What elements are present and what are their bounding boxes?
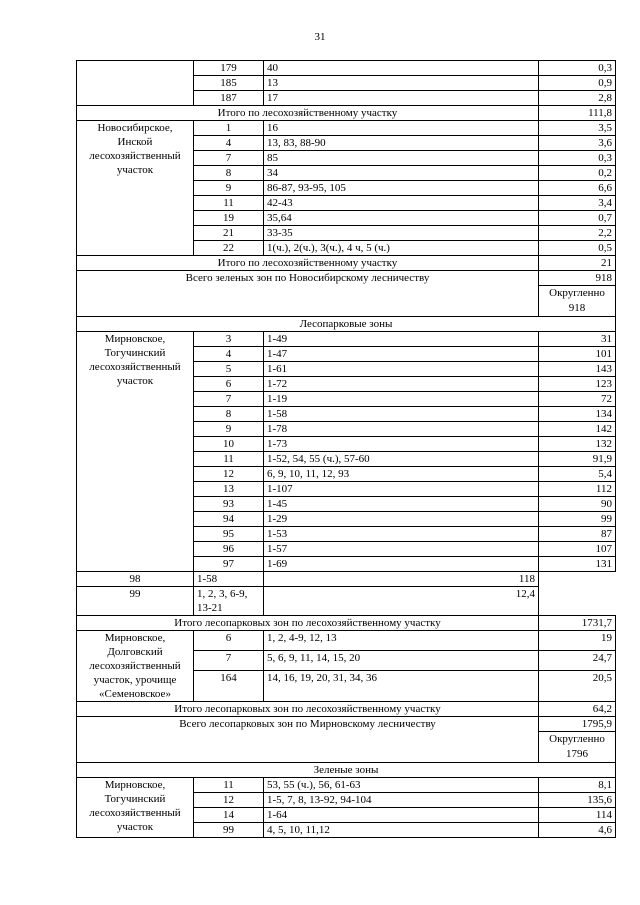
quarter-cell: 164 (194, 671, 264, 702)
quarter-cell: 187 (194, 91, 264, 106)
section-row (77, 763, 616, 778)
area-cell: 118 (264, 572, 539, 587)
quarter-cell: 99 (194, 823, 264, 838)
plots-cell: 33-35 (264, 226, 539, 241)
quarter-cell: 96 (194, 542, 264, 557)
area-cell: 142 (539, 422, 616, 437)
plots-cell: 14, 16, 19, 20, 31, 34, 36 (264, 671, 539, 702)
quarter-cell: 179 (194, 61, 264, 76)
subtotal-value: 1795,9 (539, 717, 616, 732)
area-cell: 91,9 (539, 452, 616, 467)
plots-cell: 1-5, 7, 8, 13-92, 94-104 (264, 793, 539, 808)
subtotal-row (77, 616, 616, 631)
plots-cell: 42-43 (264, 196, 539, 211)
quarter-cell: 12 (194, 467, 264, 482)
plots-cell: 1-47 (264, 347, 539, 362)
plots-cell: 17 (264, 91, 539, 106)
area-cell: 4,6 (539, 823, 616, 838)
area-cell: 0,9 (539, 76, 616, 91)
area-cell: 87 (539, 527, 616, 542)
quarter-cell: 98 (77, 572, 194, 587)
quarter-cell: 5 (194, 362, 264, 377)
area-cell: 0,3 (539, 61, 616, 76)
subtotal-label: Итого лесопарковых зон по лесохозяйственному участку (77, 702, 539, 717)
plots-cell: 6, 9, 10, 11, 12, 93 (264, 467, 539, 482)
table-row (77, 587, 616, 616)
plots-cell: 1-58 (194, 572, 264, 587)
quarter-cell: 7 (194, 651, 264, 671)
quarter-cell: 13 (194, 482, 264, 497)
subtotal-row (77, 702, 616, 717)
location-cell: Мирновское, Тогучинский лесохозяйственный участок (77, 332, 194, 572)
subtotal-value: 1731,7 (539, 616, 616, 631)
subtotal-row (77, 256, 616, 271)
quarter-cell: 185 (194, 76, 264, 91)
subtotal-label: Итого лесопарковых зон по лесохозяйственному участку (77, 616, 539, 631)
rounded-total: Округленно 1796 (539, 732, 616, 763)
plots-cell: 16 (264, 121, 539, 136)
area-cell: 143 (539, 362, 616, 377)
quarter-cell: 6 (194, 631, 264, 651)
plots-cell: 1-64 (264, 808, 539, 823)
quarter-cell: 3 (194, 332, 264, 347)
area-cell: 99 (539, 512, 616, 527)
area-cell: 107 (539, 542, 616, 557)
table-row (77, 121, 616, 136)
quarter-cell: 95 (194, 527, 264, 542)
quarter-cell: 11 (194, 196, 264, 211)
location-cell: Мирновское, Тогучинский лесохозяйственный участок (77, 778, 194, 838)
plots-cell: 1-45 (264, 497, 539, 512)
table-row (77, 61, 616, 76)
quarter-cell: 99 (77, 587, 194, 616)
area-cell: 101 (539, 347, 616, 362)
forest-zones-table (76, 60, 616, 838)
area-cell: 72 (539, 392, 616, 407)
plots-cell: 1-61 (264, 362, 539, 377)
plots-cell: 86-87, 93-95, 105 (264, 181, 539, 196)
area-cell: 135,6 (539, 793, 616, 808)
subtotal-row (77, 106, 616, 121)
area-cell: 12,4 (264, 587, 539, 616)
area-cell: 3,5 (539, 121, 616, 136)
section-heading: Лесопарковые зоны (77, 317, 616, 332)
plots-cell: 1-53 (264, 527, 539, 542)
section-row (77, 317, 616, 332)
table-row (77, 631, 616, 651)
quarter-cell: 7 (194, 151, 264, 166)
subtotal-label: Итого по лесохозяйственному участку (77, 106, 539, 121)
plots-cell: 1-49 (264, 332, 539, 347)
plots-cell: 1(ч.), 2(ч.), 3(ч.), 4 ч, 5 (ч.) (264, 241, 539, 256)
area-cell: 3,6 (539, 136, 616, 151)
quarter-cell: 22 (194, 241, 264, 256)
subtotal-row (77, 717, 616, 732)
plots-cell: 53, 55 (ч.), 56, 61-63 (264, 778, 539, 793)
quarter-cell: 9 (194, 181, 264, 196)
plots-cell: 1, 2, 3, 6-9, 13-21 (194, 587, 264, 616)
subtotal-value: 918 (539, 271, 616, 286)
quarter-cell: 1 (194, 121, 264, 136)
location-cell: Новосибирское, Инской лесохозяйственный участок (77, 121, 194, 256)
plots-cell: 1-73 (264, 437, 539, 452)
area-cell: 6,6 (539, 181, 616, 196)
plots-cell: 1-107 (264, 482, 539, 497)
area-cell: 90 (539, 497, 616, 512)
quarter-cell: 21 (194, 226, 264, 241)
plots-cell: 1-78 (264, 422, 539, 437)
plots-cell: 35,64 (264, 211, 539, 226)
area-cell: 0,7 (539, 211, 616, 226)
plots-cell: 1, 2, 4-9, 12, 13 (264, 631, 539, 651)
plots-cell: 4, 5, 10, 11,12 (264, 823, 539, 838)
table-row (77, 778, 616, 793)
area-cell: 0,3 (539, 151, 616, 166)
plots-cell: 1-19 (264, 392, 539, 407)
subtotal-label: Всего лесопарковых зон по Мирновскому лесничеству (77, 717, 539, 763)
area-cell: 5,4 (539, 467, 616, 482)
plots-cell: 40 (264, 61, 539, 76)
area-cell: 31 (539, 332, 616, 347)
quarter-cell: 8 (194, 407, 264, 422)
quarter-cell: 12 (194, 793, 264, 808)
rounded-total: Округленно 918 (539, 286, 616, 317)
quarter-cell: 10 (194, 437, 264, 452)
plots-cell: 1-72 (264, 377, 539, 392)
quarter-cell: 11 (194, 778, 264, 793)
location-cell: Мирновское, Долговский лесохозяйственный участок, урочище «Семеновское» (77, 631, 194, 702)
plots-cell: 5, 6, 9, 11, 14, 15, 20 (264, 651, 539, 671)
plots-cell: 13, 83, 88-90 (264, 136, 539, 151)
quarter-cell: 9 (194, 422, 264, 437)
area-cell: 20,5 (539, 671, 616, 702)
quarter-cell: 14 (194, 808, 264, 823)
quarter-cell: 93 (194, 497, 264, 512)
subtotal-value: 64,2 (539, 702, 616, 717)
plots-cell: 1-58 (264, 407, 539, 422)
plots-cell: 1-29 (264, 512, 539, 527)
quarter-cell: 11 (194, 452, 264, 467)
area-cell: 0,2 (539, 166, 616, 181)
subtotal-label: Итого по лесохозяйственному участку (77, 256, 539, 271)
plots-cell: 13 (264, 76, 539, 91)
area-cell: 112 (539, 482, 616, 497)
quarter-cell: 8 (194, 166, 264, 181)
plots-cell: 85 (264, 151, 539, 166)
area-cell: 134 (539, 407, 616, 422)
quarter-cell: 94 (194, 512, 264, 527)
quarter-cell: 6 (194, 377, 264, 392)
location-cell (77, 61, 194, 106)
quarter-cell: 19 (194, 211, 264, 226)
subtotal-value: 111,8 (539, 106, 616, 121)
area-cell: 2,2 (539, 226, 616, 241)
area-cell: 123 (539, 377, 616, 392)
area-cell: 131 (539, 557, 616, 572)
quarter-cell: 4 (194, 136, 264, 151)
subtotal-value: 21 (539, 256, 616, 271)
area-cell: 8,1 (539, 778, 616, 793)
subtotal-label: Всего зеленых зон по Новосибирскому лесничеству (77, 271, 539, 317)
area-cell: 132 (539, 437, 616, 452)
area-cell: 24,7 (539, 651, 616, 671)
page-number: 31 (314, 31, 326, 43)
quarter-cell: 4 (194, 347, 264, 362)
table-row (77, 572, 616, 587)
area-cell: 114 (539, 808, 616, 823)
plots-cell: 1-52, 54, 55 (ч.), 57-60 (264, 452, 539, 467)
area-cell: 2,8 (539, 91, 616, 106)
area-cell: 3,4 (539, 196, 616, 211)
section-heading: Зеленые зоны (77, 763, 616, 778)
area-cell: 0,5 (539, 241, 616, 256)
plots-cell: 34 (264, 166, 539, 181)
area-cell: 19 (539, 631, 616, 651)
plots-cell: 1-57 (264, 542, 539, 557)
table-row (77, 332, 616, 347)
quarter-cell: 7 (194, 392, 264, 407)
plots-cell: 1-69 (264, 557, 539, 572)
subtotal-row (77, 271, 616, 286)
quarter-cell: 97 (194, 557, 264, 572)
